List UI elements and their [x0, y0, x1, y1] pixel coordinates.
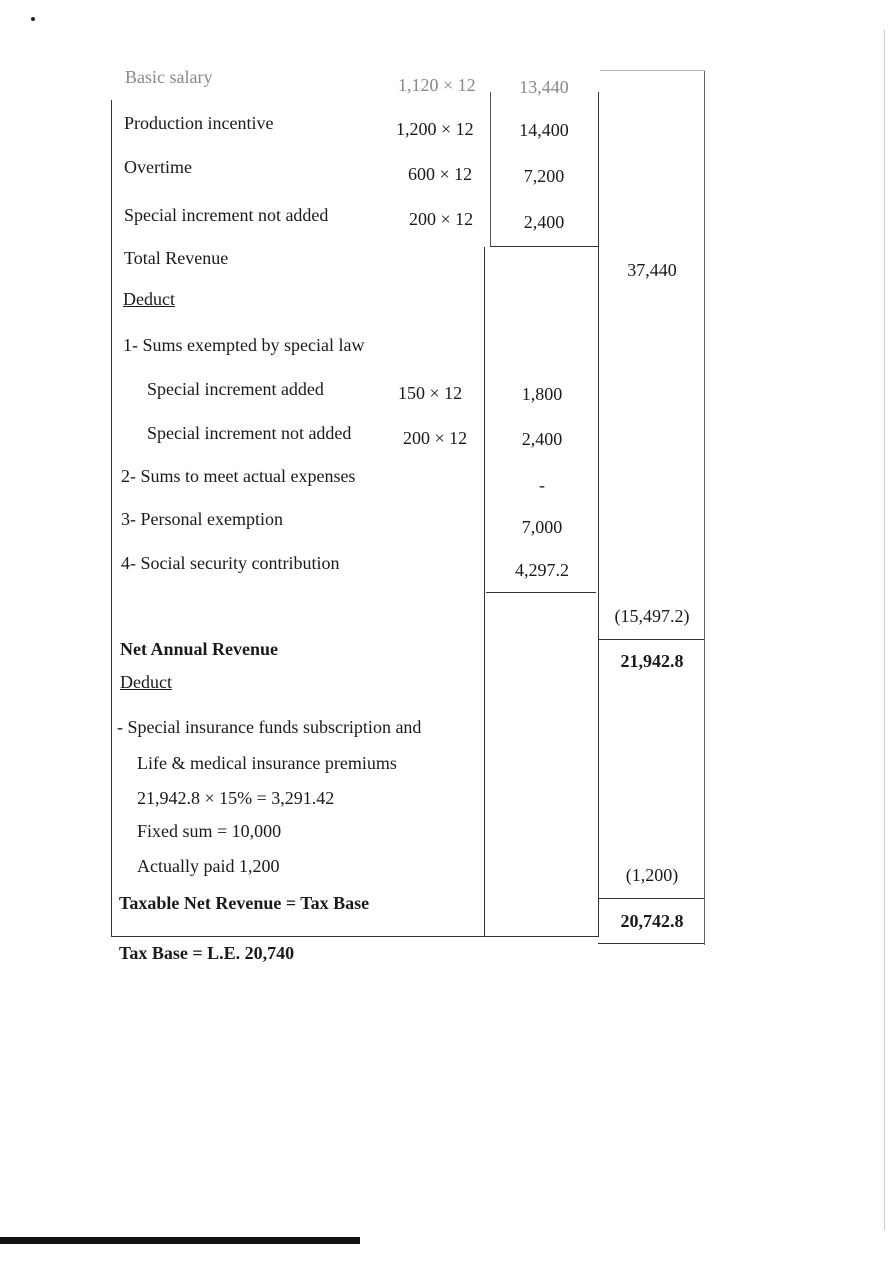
row-production-incentive-label: Production incentive	[124, 113, 274, 133]
row-insurance-line-3: 21,942.8 × 15% = 3,291.42	[137, 788, 335, 808]
row-overtime-label: Overtime	[124, 157, 192, 177]
row-social-security-amount: 4,297.2	[515, 560, 569, 580]
row-insurance-total: (1,200)	[625, 865, 679, 885]
row-ex-special-not-added-amount: 2,400	[521, 429, 563, 449]
row-ex-special-added-calc: 150 × 12	[398, 383, 463, 403]
row-total-revenue-total: 37,440	[627, 260, 677, 280]
row-ex-special-added-label: Special increment added	[147, 379, 324, 399]
row-insurance-line-1: - Special insurance funds subscription and	[117, 717, 422, 737]
col-amount-left-line	[490, 92, 491, 247]
row-special-increment-amount: 2,400	[523, 212, 565, 232]
row-ex-special-not-added-label: Special increment not added	[147, 423, 352, 443]
row-ex-special-added-amount: 1,800	[521, 384, 563, 404]
col-total-right-line	[704, 70, 705, 945]
row-deductions-total: (15,497.2)	[614, 606, 690, 626]
row-total-revenue-label: Total Revenue	[124, 248, 229, 268]
row-sums-exempted-label: 1- Sums exempted by special law	[123, 335, 365, 355]
row-production-incentive-amount: 14,400	[519, 120, 569, 140]
deduct-heading-2: Deduct	[120, 672, 172, 692]
frame-left-line	[111, 100, 112, 936]
scan-bottom-bar	[0, 1237, 360, 1244]
row-overtime-amount: 7,200	[523, 166, 565, 186]
total-line-taxable-top	[598, 898, 704, 899]
row-basic-salary-label: Basic salary	[125, 67, 213, 87]
total-line-net	[598, 639, 704, 640]
row-actual-expenses-label: 2- Sums to meet actual expenses	[121, 466, 356, 486]
row-special-increment-calc: 200 × 12	[409, 209, 474, 229]
frame-bottom-line	[111, 936, 598, 937]
subtotal-line-1	[490, 246, 598, 247]
row-net-annual-revenue-label: Net Annual Revenue	[120, 639, 279, 659]
col-mid-lower-line	[484, 247, 485, 937]
row-basic-salary-calc: 1,120 × 12	[398, 75, 476, 95]
row-taxable-net-label: Taxable Net Revenue = Tax Base	[119, 893, 370, 913]
row-taxable-net-total: 20,742.8	[620, 911, 684, 931]
frame-right-edge	[884, 30, 885, 1230]
row-basic-salary-amount: 13,440	[519, 77, 569, 97]
top-dashed-line	[600, 70, 705, 71]
total-line-taxable-bottom	[598, 943, 704, 944]
row-insurance-line-5: Actually paid 1,200	[137, 856, 280, 876]
row-insurance-line-2: Life & medical insurance premiums	[137, 753, 397, 773]
row-personal-exemption-label: 3- Personal exemption	[121, 509, 283, 529]
row-special-increment-label: Special increment not added	[124, 205, 329, 225]
tax-base-footer: Tax Base = L.E. 20,740	[119, 943, 295, 963]
row-ex-special-not-added-calc: 200 × 12	[403, 428, 468, 448]
row-personal-exemption-amount: 7,000	[521, 517, 563, 537]
row-insurance-line-4: Fixed sum = 10,000	[137, 821, 282, 841]
row-overtime-calc: 600 × 12	[408, 164, 473, 184]
row-production-incentive-calc: 1,200 × 12	[396, 119, 474, 139]
col-amount-right-line	[598, 92, 599, 937]
scan-dot	[31, 17, 35, 21]
row-net-annual-revenue-total: 21,942.8	[620, 651, 684, 671]
row-social-security-label: 4- Social security contribution	[121, 553, 340, 573]
subtotal-line-2	[486, 592, 596, 593]
deduct-heading-1: Deduct	[123, 289, 175, 309]
row-actual-expenses-amount: -	[539, 475, 545, 495]
